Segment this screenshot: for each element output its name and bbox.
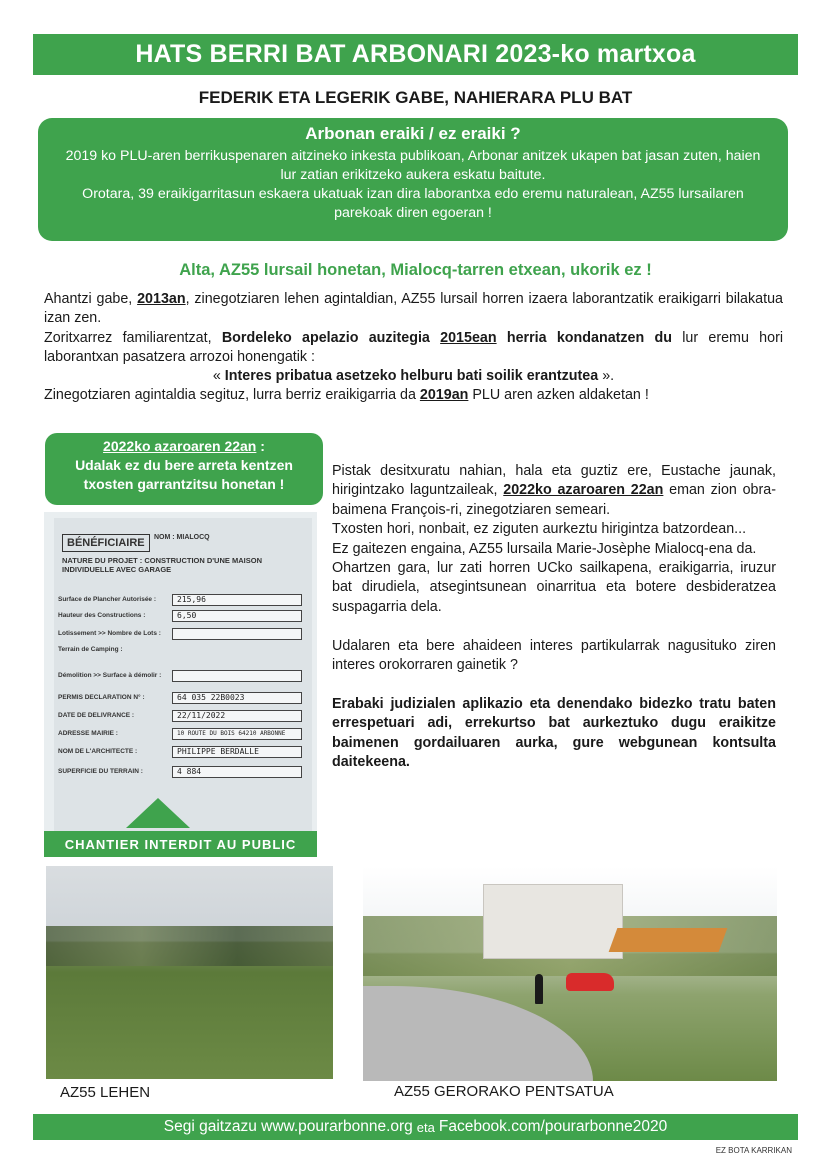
text-span: Zinegotziaren agintaldia segituz, lurra berriz eraikigarria da xyxy=(44,387,420,404)
intro-paragraph-2: Orotara, 39 eraikigarritasun eskaera ukatuak izan dira laborantxa edo eremu naturalean, AZ55 lursailaren parekoak diren egoeran ! xyxy=(82,186,744,221)
text-span: Pistak desitxuratu nahian, hala eta guztiz ere, Eustache jaunak, hirigintzako laguntzaileak, xyxy=(332,463,776,499)
footer-facebook: Facebook.com/pourarbonne2020 xyxy=(438,1118,668,1135)
photo-trees xyxy=(46,926,333,966)
history-paragraph-3 xyxy=(44,386,783,405)
year-2019: 2019an xyxy=(419,387,469,404)
permit-demolition-field xyxy=(172,670,302,682)
permit-hauteur-label: Hauteur des Constructions : xyxy=(58,612,146,619)
quote-text: Interes pribatua asetzeko helburu bati soilik erantzutea xyxy=(224,368,599,385)
callout-date-line xyxy=(53,437,315,456)
permit-architect-value: PHILIPPE BERDALLE xyxy=(172,746,302,758)
right-column-text xyxy=(332,462,776,772)
intro-box xyxy=(38,118,788,241)
subtitle: FEDERIK ETA LEGERIK GABE, NAHIERARA PLU BAT xyxy=(198,88,633,107)
callout-date-suffix: : xyxy=(256,438,265,454)
right-paragraph-3: Ez gaitezen engaina, AZ55 lursaila Marie-Josèphe Mialocq-ena da. xyxy=(332,540,757,557)
photo-road xyxy=(363,986,593,1081)
photo-person xyxy=(535,974,543,1004)
right-paragraph-1 xyxy=(332,462,776,520)
permit-date-link: 2022ko azaroaren 22an xyxy=(503,482,664,499)
permit-beneficiaire: BÉNÉFICIAIRE xyxy=(62,534,150,552)
caption-after: AZ55 GERORAKO PENTSATUA xyxy=(394,1083,614,1100)
photo-field-before xyxy=(46,866,333,1079)
photo-roof xyxy=(609,928,728,952)
history-text xyxy=(44,290,783,406)
photo-house-render xyxy=(363,866,777,1081)
photo-car xyxy=(566,973,614,991)
permit-nature: NATURE DU PROJET : CONSTRUCTION D'UNE MAISON INDIVIDUELLE AVEC GARAGE xyxy=(62,556,262,574)
history-quote xyxy=(44,367,783,386)
permit-camping-label: Terrain de Camping : xyxy=(58,646,123,653)
right-paragraph-5: Udalaren eta bere ahaideen interes partikularrak nagusituko ziren interes orokorraren gainetik ? xyxy=(332,637,776,674)
photo-house xyxy=(483,884,623,959)
page-title: HATS BERRI BAT ARBONARI 2023-ko martxoa xyxy=(135,40,696,68)
permit-panel-image xyxy=(44,512,317,857)
callout-box xyxy=(45,433,323,505)
text-span: , zinegotziaren lehen agintaldian, AZ55 lursail horren izaera laborantzatik eraikigarri bilakatua izan zen. xyxy=(44,291,783,327)
permit-architect-label: NOM DE L'ARCHITECTE : xyxy=(58,748,138,755)
text-span: lur eremu hori laborantxan pasatzera arrozoi honengatik : xyxy=(44,329,784,365)
permit-hauteur-value: 6,50 xyxy=(172,610,302,622)
history-paragraph-1 xyxy=(44,290,783,329)
quote-open: « xyxy=(212,368,225,385)
permit-surface-value: 215,96 xyxy=(172,594,302,606)
footnote: EZ BOTA KARRIKAN xyxy=(715,1146,792,1155)
court-name: Bordeleko apelazio auzitegia xyxy=(221,329,441,346)
right-paragraph-4: Ohartzen gara, lur zati horren UCko sailkapena, eraikigarria, iruzur bat dirudiela, atsegintsunean oinarritua eta botere desbideratzea suspagarria dela. xyxy=(332,560,776,615)
text-span: Ahantzi gabe, xyxy=(44,291,138,307)
callout-date: 2022ko azaroaren 22an xyxy=(103,438,257,454)
permit-nom: NOM : MIALOCQ xyxy=(154,534,210,541)
intro-paragraph-1: 2019 ko PLU-aren berrikuspenaren aitzineko inkesta publikoan, Arbonar anitzek ukapen bat jasan zuten, haien lur zatian erikitzeko aukera eskatu baitute. xyxy=(65,148,761,183)
quote-close: ». xyxy=(598,368,615,385)
right-paragraph-2: Txosten hori, nonbait, ez ziguten aurkeztu hirigintza batzordean... xyxy=(332,521,747,538)
year-2013: 2013an xyxy=(137,291,186,307)
permit-lotissement-label: Lotissement >> Nombre de Lots : xyxy=(58,630,161,637)
permit-lotissement-field xyxy=(172,628,302,640)
permit-footer: CHANTIER INTERDIT AU PUBLIC xyxy=(44,831,317,857)
footer-bar xyxy=(33,1114,798,1140)
year-2015: 2015ean xyxy=(440,329,497,346)
right-paragraph-6: Erabaki judizialen aplikazio eta denendako bidezko tratu baten errespetuari adi, errekurtso bat aurkeztuko dugu eraikitze baimenen gordailuaren aurka, gure webgunean kontsulta daitekeena. xyxy=(332,695,776,771)
text-span: eman zion obra-baimena François-ri, zinegotziaren semeari. xyxy=(332,482,776,518)
court-verdict: herria kondanatzen du xyxy=(496,329,672,346)
permit-demolition-label: Démolition >> Surface à démolir : xyxy=(58,672,162,679)
footer-eta: eta xyxy=(416,1119,435,1135)
section-heading: Alta, AZ55 lursail honetan, Mialocq-tarren etxean, ukorik ez ! xyxy=(179,261,652,279)
permit-date-label: DATE DE DELIVRANCE : xyxy=(58,712,135,719)
permit-sign xyxy=(54,518,312,833)
permit-date-value: 22/11/2022 xyxy=(172,710,302,722)
caption-before: AZ55 LEHEN xyxy=(60,1084,151,1101)
permit-address-value: 10 ROUTE DU BOIS 64210 ARBONNE xyxy=(172,728,302,740)
text-span: Zoritxarrez familiarentzat, xyxy=(44,329,222,346)
permit-number-value: 64 035 22B0023 xyxy=(172,692,302,704)
warning-triangle-icon xyxy=(126,798,190,828)
footer-website: Segi gaitzazu www.pourarbonne.org xyxy=(163,1118,413,1135)
history-paragraph-2 xyxy=(44,329,783,368)
permit-surface-label: Surface de Plancher Autorisée : xyxy=(58,596,157,603)
permit-terrain-value: 4 884 xyxy=(172,766,302,778)
callout-text: Udalak ez du bere arreta kentzen txosten garrantzitsu honetan ! xyxy=(75,457,293,492)
permit-terrain-label: SUPERFICIE DU TERRAIN : xyxy=(58,768,143,775)
intro-heading: Arbonan eraiki / ez eraiki ? xyxy=(305,124,521,143)
header-bar xyxy=(33,34,798,75)
text-span: PLU aren azken aldaketan ! xyxy=(468,387,649,404)
permit-number-label: PERMIS DECLARATION N° : xyxy=(58,694,145,701)
permit-address-label: ADRESSE MAIRIE : xyxy=(58,730,118,737)
